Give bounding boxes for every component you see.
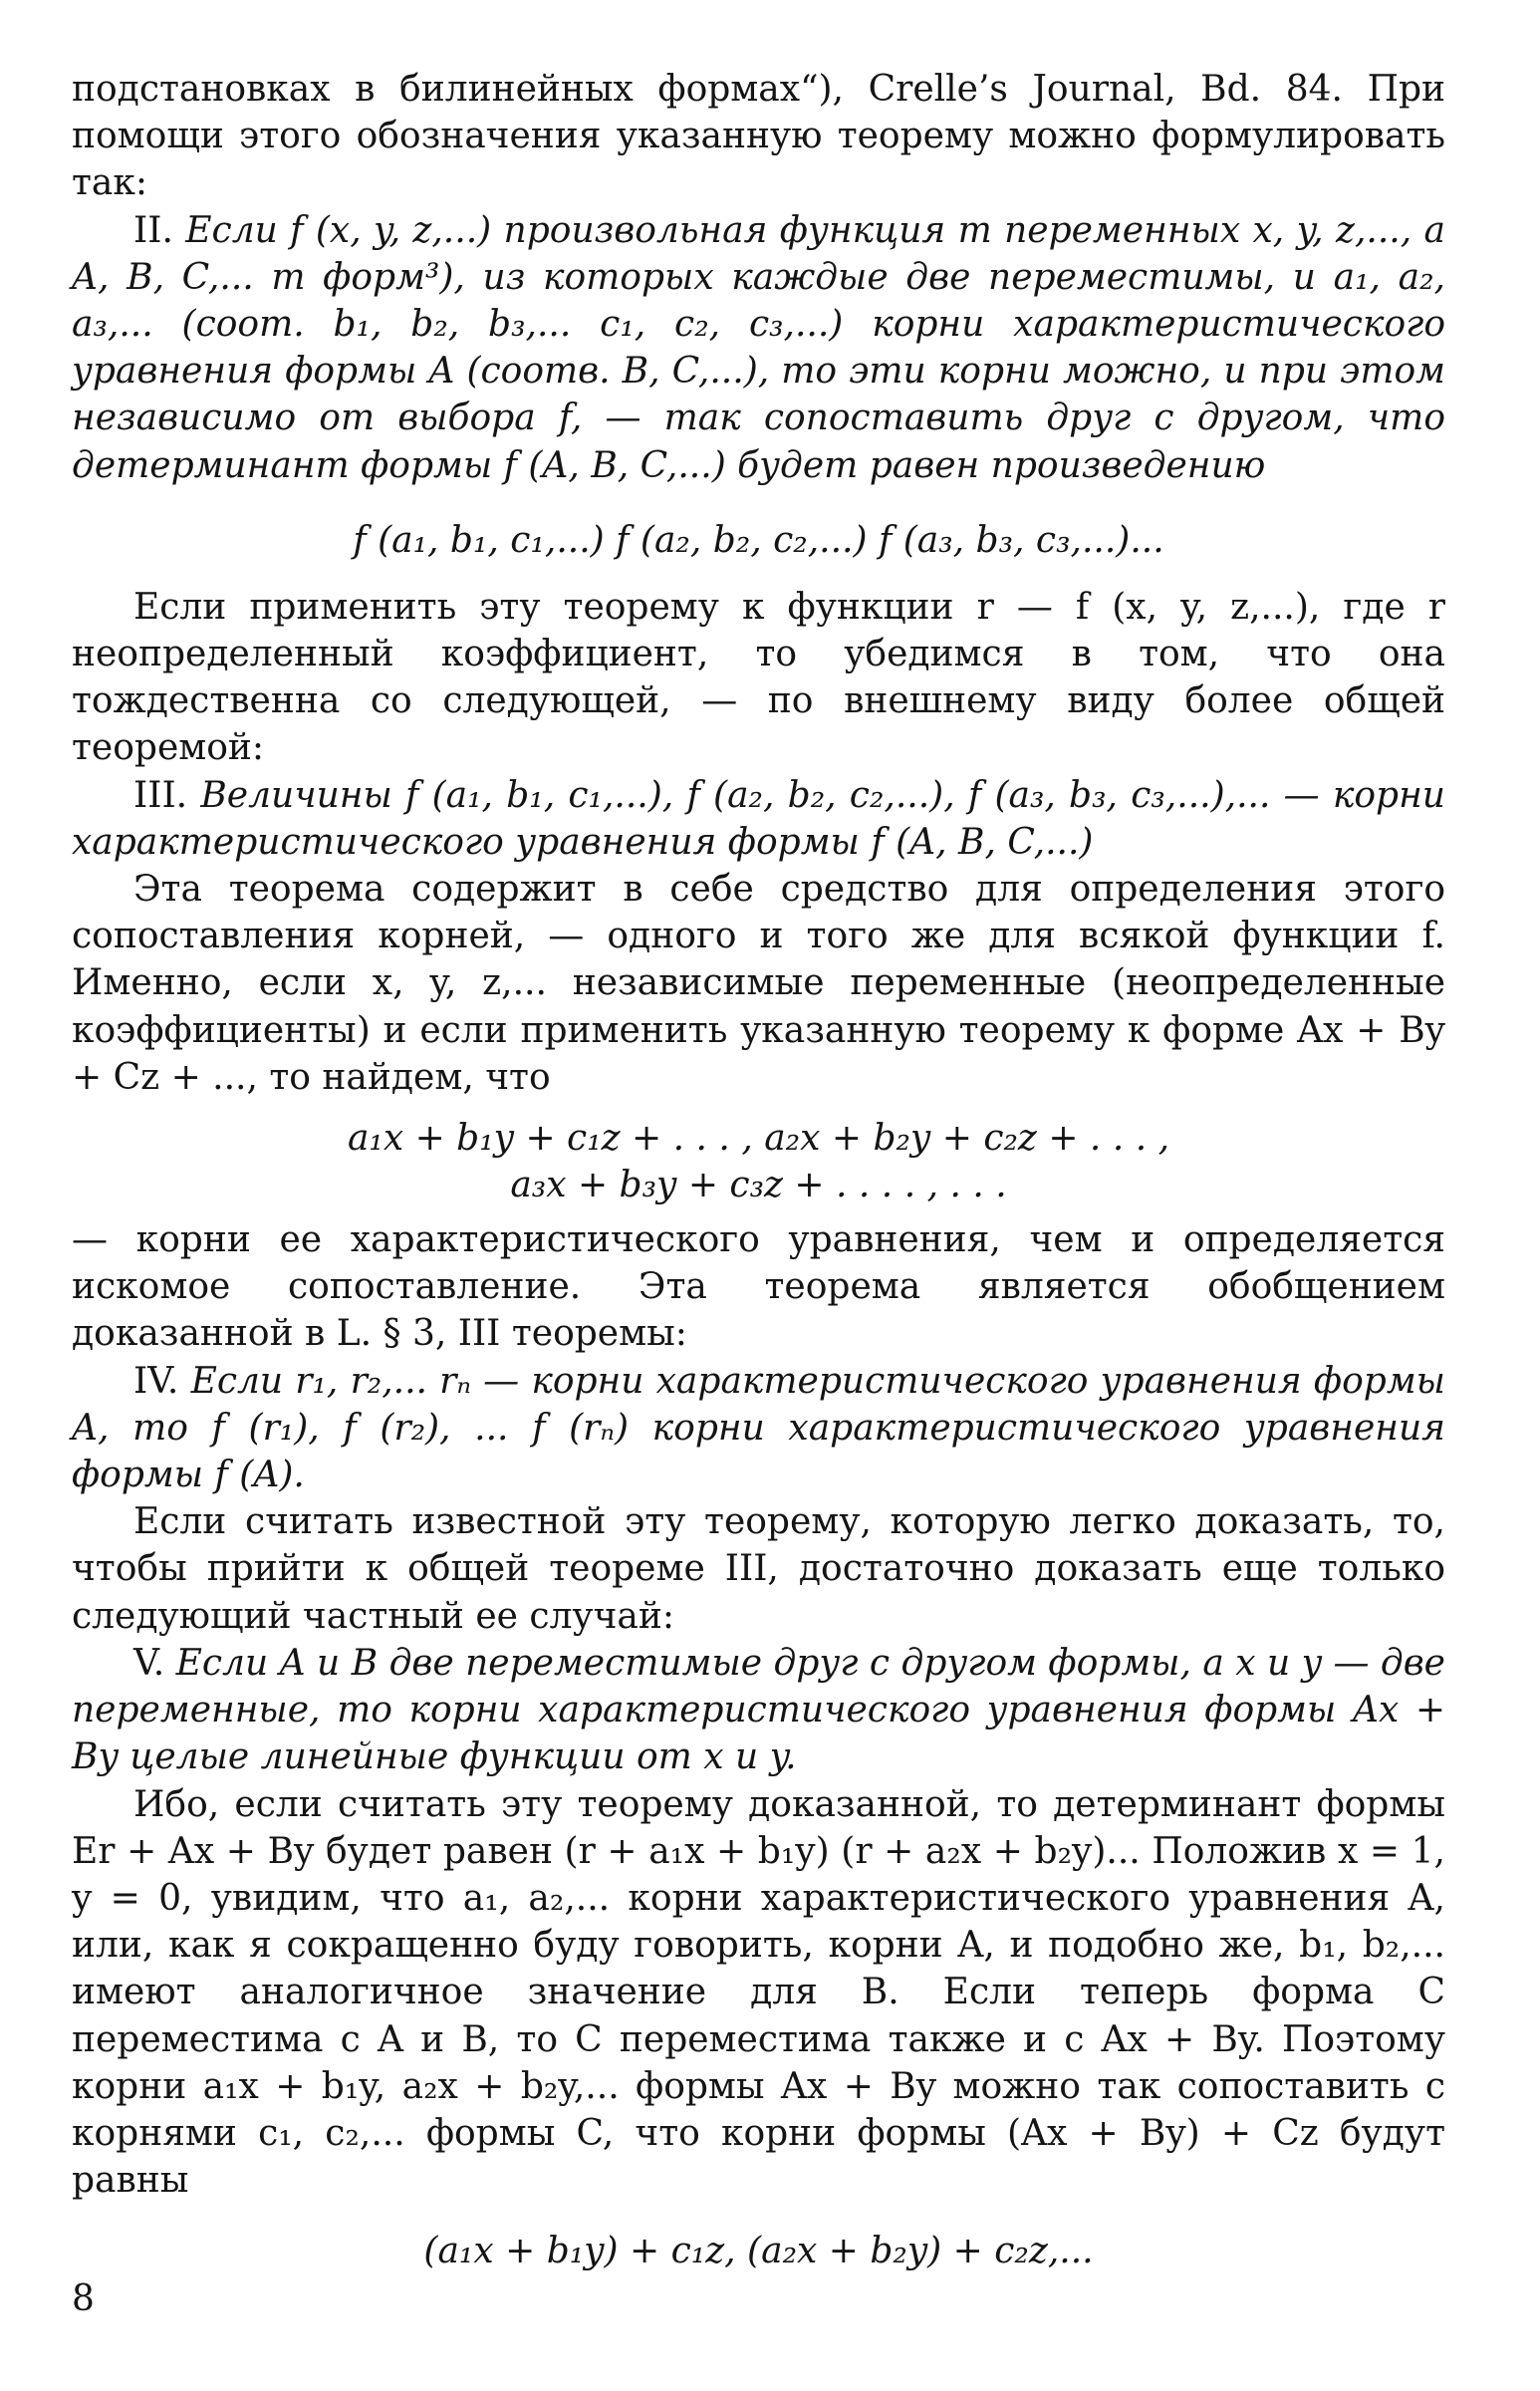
theorem-4-text: Если r₁, r₂,... rₙ — корни характеристического уравнения формы A, то f (r₁), f (r₂), ... f (rₙ) корни характеристического уравнения формы f (A). xyxy=(72,1360,1445,1496)
paragraph-apply-function: Если применить эту теорему к функции r — f (x, y, z,...), где r неопределенный коэффициент, то убедимся в том, что она тождественна со следующей, — по внешнему виду более общей теоремой: xyxy=(72,586,1445,769)
formula-linear-roots-line-2: a₃x + b₃y + c₃z + . . . . , . . . xyxy=(510,1165,1007,1206)
theorem-2-text: Если f (x, y, z,...) произвольная функция m переменных x, y, z,..., а A, B, C,... m форм³), из которых каждые две переместимы, и a₁, a₂, a₃,... (соот. b₁, b₂, b₃,... c₁, c₂, c₃,...) корни характеристического уравнения формы A (соотв. B, C,...), то эти корни можно, и при этом независимо от выбора f, — так сопоставить друг с другом, что детерминант формы f (A, B, C,...) будет равен произведению xyxy=(72,209,1445,486)
theorem-5-text: Если A и B две переместимые друг с другом формы, а x и y — две переменные, то корни характеристического уравнения формы Ax + By целые линейные функции от x и y. xyxy=(72,1642,1445,1778)
formula-product: f (a₁, b₁, c₁,...) f (a₂, b₂, c₂,...) f (a₃, b₃, c₃,...)... xyxy=(353,519,1164,561)
page-number: 8 xyxy=(72,2278,95,2319)
theorem-4 xyxy=(72,1358,1445,1499)
intro-paragraph: подстановках в билинейных формах“), Crelle’s Journal, Bd. 84. При помощи этого обозначения указанную теорему можно формулировать так: xyxy=(72,69,1445,204)
paragraph-proof: Ибо, если считать эту теорему доказанной, то детерминант формы Er + Ax + By будет равен (r + a₁x + b₁y) (r + a₂x + b₂y)... Положив x = 1, y = 0, увидим, что a₁, a₂,... корни характеристического уравнения A, или, как я сокращенно буду говорить, корни A, и подобно же, b₁, b₂,... имеют аналогичное значение для B. Если теперь форма C переместима с A и B, то C переместима также и с Ax + By. Поэтому корни a₁x + b₁y, a₂x + b₂y,... формы Ax + By можно так сопоставить с корнями c₁, c₂,... формы C, что корни формы (Ax + By) + Cz будут равны xyxy=(72,1783,1445,2202)
theorem-5 xyxy=(72,1640,1445,1781)
formula-linear-roots-line-1: a₁x + b₁y + c₁z + . . . , a₂x + b₂y + c₂z + . . . , xyxy=(347,1118,1170,1160)
theorem-3-label: III. xyxy=(133,774,188,816)
theorem-3-text: Величины f (a₁, b₁, c₁,...), f (a₂, b₂, c₂,...), f (a₃, b₃, c₃,...),... — корни характеристического уравнения формы f (A, B, C,...) xyxy=(72,774,1445,863)
theorem-2-label: II. xyxy=(133,209,173,251)
theorem-3 xyxy=(72,772,1445,866)
paragraph-special-case: Если считать известной эту теорему, которую легко доказать, то, чтобы прийти к общей теореме III, достаточно доказать еще только следующий частный ее случай: xyxy=(72,1501,1445,1637)
paragraph-correspondence: Эта теорема содержит в себе средство для определения этого сопоставления корней, — одного и того же для всякой функции f. Именно, если x, y, z,... независимые переменные (неопределенные коэффициенты) и если применить указанную теорему к форме Ax + By + Cz + ..., то найдем, что xyxy=(72,869,1445,1098)
paragraph-generalization: — корни ее характеристического уравнения, чем и определяется искомое сопоставление. Эта теорема является обобщением доказанной в L. § 3, III теоремы: xyxy=(72,1219,1445,1355)
theorem-4-label: IV. xyxy=(133,1360,179,1402)
theorem-5-label: V. xyxy=(133,1642,165,1684)
formula-sum-roots: (a₁x + b₁y) + c₁z, (a₂x + b₂y) + c₂z,... xyxy=(423,2231,1094,2272)
theorem-2 xyxy=(72,207,1445,489)
